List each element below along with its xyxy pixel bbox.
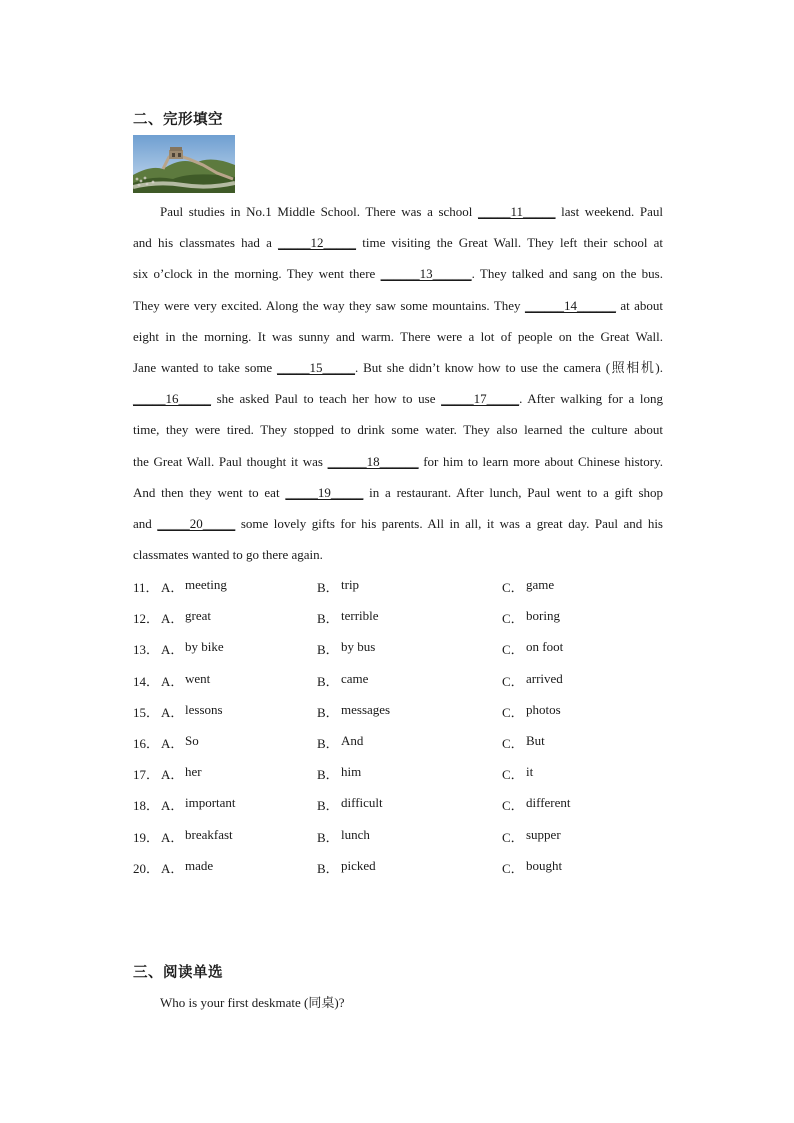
option-c: it	[526, 764, 534, 780]
option-label-c: C．	[502, 767, 524, 783]
cloze-blank: _____20_____	[157, 515, 236, 531]
reading-first-line: Who is your first deskmate (同桌)?	[160, 995, 345, 1010]
passage-text: And then they went to eat	[133, 484, 286, 500]
option-b: And	[341, 733, 364, 748]
question-number: 17．	[133, 767, 160, 783]
option-label-b: B．	[317, 580, 339, 595]
cloze-blank: _____16_____	[133, 391, 211, 407]
option-label-c: C．	[502, 798, 524, 814]
passage-text: some lovely gifts for his parents. All in all, it was a great day. Paul and his	[235, 515, 663, 531]
passage-line	[133, 199, 663, 230]
question-row	[133, 733, 693, 753]
great-wall-image	[133, 135, 235, 193]
passage-text: Paul studies in No.1 Middle School. There was a school	[160, 204, 478, 219]
option-a: breakfast	[185, 826, 233, 842]
option-c: bought	[526, 857, 563, 873]
passage-line	[133, 230, 663, 261]
option-label-c: C．	[502, 673, 524, 689]
cloze-blank: _____19_____	[285, 484, 364, 500]
cloze-passage	[133, 199, 663, 573]
option-b: trip	[341, 577, 360, 592]
option-b: picked	[341, 857, 376, 873]
option-c: But	[526, 733, 545, 748]
option-c: on foot	[526, 639, 564, 655]
passage-text: in a restaurant. After lunch, Paul went to a gift shop	[363, 484, 664, 500]
option-a: important	[185, 795, 236, 811]
option-label-a: A．	[161, 798, 184, 814]
question-row	[133, 577, 693, 597]
passage-text: last weekend. Paul	[555, 204, 663, 219]
cloze-blank: _____12_____	[278, 235, 357, 251]
passage-line	[133, 324, 663, 355]
passage-text: six o’clock in the morning. They went there	[133, 266, 381, 282]
passage-line	[133, 449, 663, 480]
cloze-blank: _____17_____	[441, 391, 520, 407]
passage-text: Jane wanted to take some	[133, 359, 278, 375]
passage-text: at about	[615, 297, 664, 313]
question-row	[133, 858, 693, 878]
option-label-a: A．	[161, 829, 184, 845]
option-b: terrible	[341, 608, 379, 624]
option-label-a: A．	[161, 860, 184, 876]
option-b: him	[341, 764, 362, 780]
option-label-b: B．	[317, 798, 339, 814]
cloze-blank: _____15_____	[277, 359, 356, 375]
option-c: boring	[526, 608, 560, 624]
question-row	[133, 608, 693, 628]
option-label-b: B．	[317, 642, 339, 658]
cloze-blank: ______18______	[327, 453, 419, 469]
question-row	[133, 639, 693, 659]
question-row	[133, 827, 693, 847]
passage-text: and	[133, 515, 158, 531]
option-label-b: B．	[317, 829, 339, 845]
option-label-c: C．	[502, 611, 524, 627]
option-label-b: B．	[317, 673, 339, 689]
option-c: supper	[526, 826, 561, 842]
cloze-blank: _____11_____	[478, 204, 556, 219]
question-number: 19．	[133, 829, 160, 845]
passage-line	[133, 511, 663, 542]
passage-line	[133, 542, 663, 573]
option-label-c: C．	[502, 704, 524, 720]
passage-line	[133, 417, 663, 448]
option-a: great	[185, 608, 211, 624]
passage-line	[133, 355, 663, 386]
question-number: 14．	[133, 673, 160, 689]
option-label-b: B．	[317, 767, 339, 783]
option-b: difficult	[341, 795, 383, 811]
question-row	[133, 795, 693, 815]
option-a: went	[185, 670, 211, 686]
option-label-c: C．	[502, 736, 524, 751]
option-label-a: A．	[161, 580, 184, 595]
option-label-c: C．	[502, 829, 524, 845]
option-b: lunch	[341, 826, 370, 842]
passage-text: for him to learn more about Chinese history.	[418, 453, 664, 469]
option-label-a: A．	[161, 673, 184, 689]
passage-text: . They talked and sang on the bus.	[471, 266, 663, 282]
option-a: by bike	[185, 639, 224, 655]
question-row	[133, 764, 693, 784]
option-label-c: C．	[502, 642, 524, 658]
option-b: messages	[341, 701, 391, 717]
question-number: 15．	[133, 704, 160, 720]
option-label-b: B．	[317, 860, 339, 876]
passage-text: and his classmates had a	[133, 235, 279, 251]
option-label-a: A．	[161, 736, 184, 751]
passage-text: time, they were tired. They stopped to drink some water. They also learned the culture about	[133, 422, 663, 438]
passage-line	[133, 386, 663, 417]
option-a: So	[185, 733, 199, 748]
option-label-a: A．	[161, 642, 184, 658]
option-label-a: A．	[161, 611, 184, 627]
option-b: came	[341, 670, 369, 686]
option-c: arrived	[526, 670, 563, 686]
question-row	[133, 671, 693, 691]
passage-line	[133, 293, 663, 324]
option-b: by bus	[341, 639, 376, 655]
option-label-c: C．	[502, 580, 524, 595]
passage-text: the Great Wall. Paul thought it was	[133, 453, 328, 469]
passage-text: They were very excited. Along the way they saw some mountains. They	[133, 297, 525, 313]
option-label-c: C．	[502, 860, 524, 876]
passage-text: . But she didn’t know how to use the camera (照相机).	[355, 359, 663, 375]
passage-text: . After walking for a long	[519, 391, 663, 407]
option-a: lessons	[185, 701, 223, 717]
option-a: meeting	[185, 577, 227, 592]
option-c: game	[526, 577, 555, 592]
question-number: 20．	[133, 860, 160, 876]
passage-text: eight in the morning. It was sunny and warm. There were a lot of people on the Great Wall.	[133, 328, 663, 344]
option-c: photos	[526, 701, 561, 717]
question-number: 16．	[133, 736, 160, 751]
question-number: 12．	[133, 611, 160, 627]
section-heading-cloze: 二、完形填空	[133, 112, 223, 128]
option-label-b: B．	[317, 611, 339, 627]
option-label-b: B．	[317, 736, 339, 751]
section-heading-reading: 三、阅读单选	[133, 965, 223, 981]
question-row	[133, 702, 693, 722]
passage-text: she asked Paul to teach her how to use	[211, 391, 442, 407]
passage-line	[133, 261, 663, 292]
option-label-a: A．	[161, 704, 184, 720]
cloze-blank: ______14______	[524, 297, 616, 313]
question-number: 18．	[133, 798, 160, 814]
option-a: her	[185, 764, 202, 780]
passage-text: time visiting the Great Wall. They left their school at	[356, 235, 664, 251]
option-label-b: B．	[317, 704, 339, 720]
question-number: 11．	[133, 580, 159, 595]
cloze-blank: ______13______	[380, 266, 472, 282]
passage-text: classmates wanted to go there again.	[133, 547, 323, 563]
option-a: made	[185, 857, 214, 873]
option-c: different	[526, 795, 571, 811]
passage-line	[133, 480, 663, 511]
option-label-a: A．	[161, 767, 184, 783]
question-number: 13．	[133, 642, 160, 658]
